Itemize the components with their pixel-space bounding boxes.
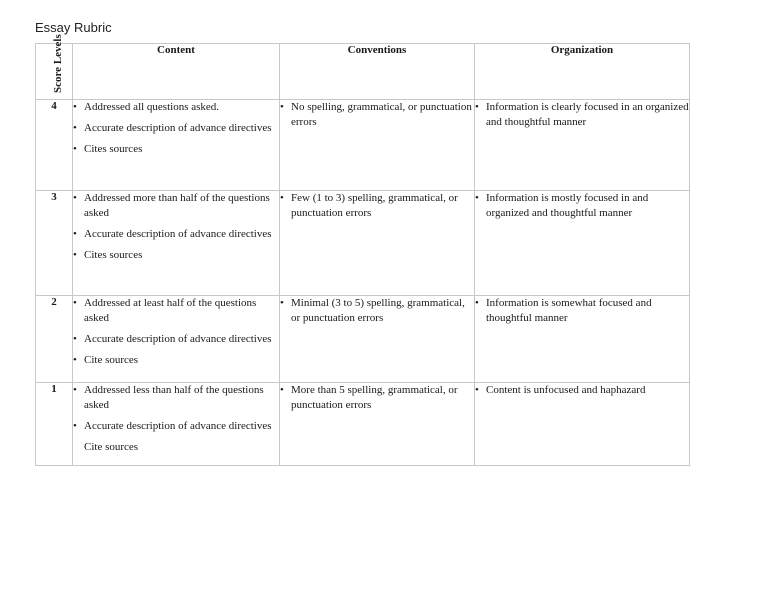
organization-cell	[475, 383, 690, 466]
rubric-table	[35, 34, 690, 466]
organization-cell	[475, 100, 690, 191]
list-item: • Information is somewhat focused and thoughtful manner	[475, 296, 689, 326]
content-header: Content	[73, 44, 280, 100]
score-level: 1	[36, 383, 73, 466]
list-item: • No spelling, grammatical, or punctuation errors	[280, 100, 474, 130]
list-item: • Accurate description of advance directives	[73, 121, 279, 136]
list-item: • Addressed more than half of the questions asked	[73, 191, 279, 221]
list-item: • More than 5 spelling, grammatical, or punctuation errors	[280, 383, 474, 413]
list-item: • Addressed at least half of the questions asked	[73, 296, 279, 326]
table-row	[36, 100, 690, 191]
conventions-cell	[280, 296, 475, 383]
score-level: 2	[36, 296, 73, 383]
document-title: Essay Rubric	[35, 20, 112, 35]
list-item: • Cites sources	[73, 142, 279, 157]
list-item: • Accurate description of advance directives	[73, 419, 279, 434]
score-level: 3	[36, 191, 73, 296]
list-item: • Information is mostly focused in and organized and thoughtful manner	[475, 191, 689, 221]
list-item: • Addressed all questions asked.	[73, 100, 279, 115]
table-row	[36, 191, 690, 296]
list-item: • Cites sources	[73, 248, 279, 263]
header-row	[36, 44, 690, 100]
conventions-cell	[280, 100, 475, 191]
content-cell	[73, 100, 280, 191]
table-row	[36, 296, 690, 383]
score-level: 4	[36, 100, 73, 191]
score-levels-header	[36, 34, 73, 100]
table-row	[36, 383, 690, 466]
organization-cell	[475, 191, 690, 296]
conventions-cell	[280, 191, 475, 296]
score-levels-label: Score Levels	[52, 34, 64, 93]
organization-header: Organization	[475, 44, 690, 100]
content-cell	[73, 191, 280, 296]
list-item: • Content is unfocused and haphazard	[475, 383, 689, 398]
list-item: • Information is clearly focused in an organized and thoughtful manner	[475, 100, 689, 130]
list-item: Cite sources	[84, 441, 139, 453]
list-item: • Accurate description of advance directives	[73, 227, 279, 242]
conventions-cell	[280, 383, 475, 466]
organization-cell	[475, 296, 690, 383]
list-item: • Cite sources	[73, 353, 279, 368]
content-cell	[73, 296, 280, 383]
list-item: • Accurate description of advance directives	[73, 332, 279, 347]
list-item: • Few (1 to 3) spelling, grammatical, or punctuation errors	[280, 191, 474, 221]
conventions-header: Conventions	[280, 44, 475, 100]
content-cell	[73, 383, 280, 466]
list-item: • Minimal (3 to 5) spelling, grammatical, or punctuation errors	[280, 296, 474, 326]
list-item: • Addressed less than half of the questions asked	[73, 383, 279, 413]
